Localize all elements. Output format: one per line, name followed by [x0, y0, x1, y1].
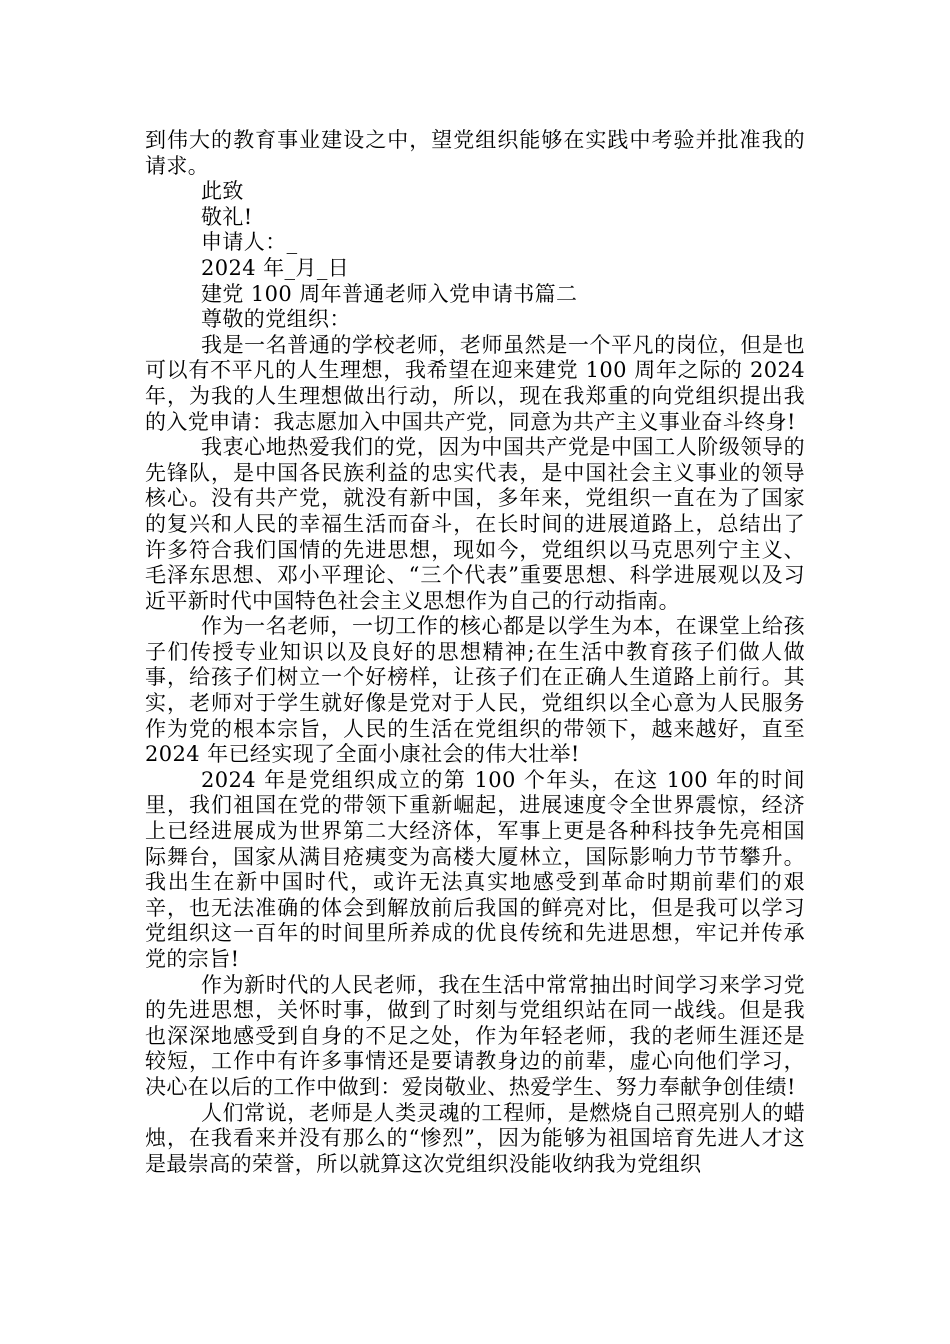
section-heading: 建党 100 周年普通老师入党申请书篇二 [201, 281, 578, 306]
body-paragraph: 2024 年是党组织成立的第 100 个年头，在这 100 年的时间里，我们祖国在党的带领下重新崛起，进展速度令全世界震惊，经济上已经进展成为世界第二大经济体，军事上更是各种科技争先亮相国际舞台，国家从满目疮痍变为高楼大厦林立，国际影响力节节攀升。我出生在新中国时代，或许无法真实地感受到革命时期前辈们的艰辛，也无法准确的体会到解放前后我国的鲜亮对比，但是我可以学习党组织这一百年的时间里所养成的优良传统和先进思想，牢记并传承党的宗旨! [145, 767, 805, 971]
body-paragraph: 作为新时代的人民老师，我在生活中常常抽出时间学习来学习党的先进思想，关怀时事，做到了时刻与党组织站在同一战线。但是我也深深地感受到自身的不足之处，作为年轻老师，我的老师生涯还是较短，工作中有许多事情还是要请教身边的前辈，虚心向他们学习，决心在以后的工作中做到：爱岗敬业、热爱学生、努力奉献争创佳绩! [145, 972, 805, 1099]
applicant-line: 申请人：_ [201, 230, 298, 255]
salutation-ci-zhi: 此致 [201, 179, 244, 204]
body-paragraph: 作为一名老师，一切工作的核心都是以学生为本，在课堂上给孩子们传授专业知识以及良好的思想精神;在生活中教育孩子们做人做事，给孩子们树立一个好榜样，让孩子们在正确人生道路上前行。其实，老师对于学生就好像是党对于人民，党组织以全心意为人民服务作为党的根本宗旨，人民的生活在党组织的带领下，越来越好，直至 2024 年已经实现了全面小康社会的伟大壮举! [145, 614, 805, 767]
body-paragraph: 我衷心地热爱我们的党，因为中国共产党是中国工人阶级领导的先锋队，是中国各民族利益的忠实代表，是中国社会主义事业的领导核心。没有共产党，就没有新中国，多年来，党组织一直在为了国家的复兴和人民的幸福生活而奋斗，在长时间的进展道路上，总结出了许多符合我们国情的先进思想，现如今，党组织以马克思列宁主义、毛泽东思想、邓小平理论、“三个代表”重要思想、科学进展观以及习近平新时代中国特色社会主义思想作为自己的行动指南。 [145, 435, 805, 613]
document-page [145, 128, 805, 1177]
body-paragraph: 我是一名普通的学校老师，老师虽然是一个平凡的岗位，但是也可以有不平凡的人生理想，我希望在迎来建党 100 周年之际的 2024 年，为我的人生理想做出行动，所以，现在我郑重的向党组织提出我的入党申请：我志愿加入中国共产党，同意为共产主义事业奋斗终身! [145, 332, 805, 434]
opening-text: 到伟大的教育事业建设之中，望党组织能够在实践中考验并批准我的请求。 [145, 128, 805, 178]
body-paragraph: 人们常说，老师是人类灵魂的工程师，是燃烧自己照亮别人的蜡烛，在我看来并没有那么的“惨烈”，因为能够为祖国培育先进人才这是最崇高的荣誉，所以就算这次党组织没能收纳我为党组织 [145, 1100, 805, 1176]
salutation-jing-li: 敬礼! [201, 204, 253, 229]
greeting-line: 尊敬的党组织： [201, 307, 351, 332]
date-line: 2024 年_月_日 [201, 255, 350, 280]
